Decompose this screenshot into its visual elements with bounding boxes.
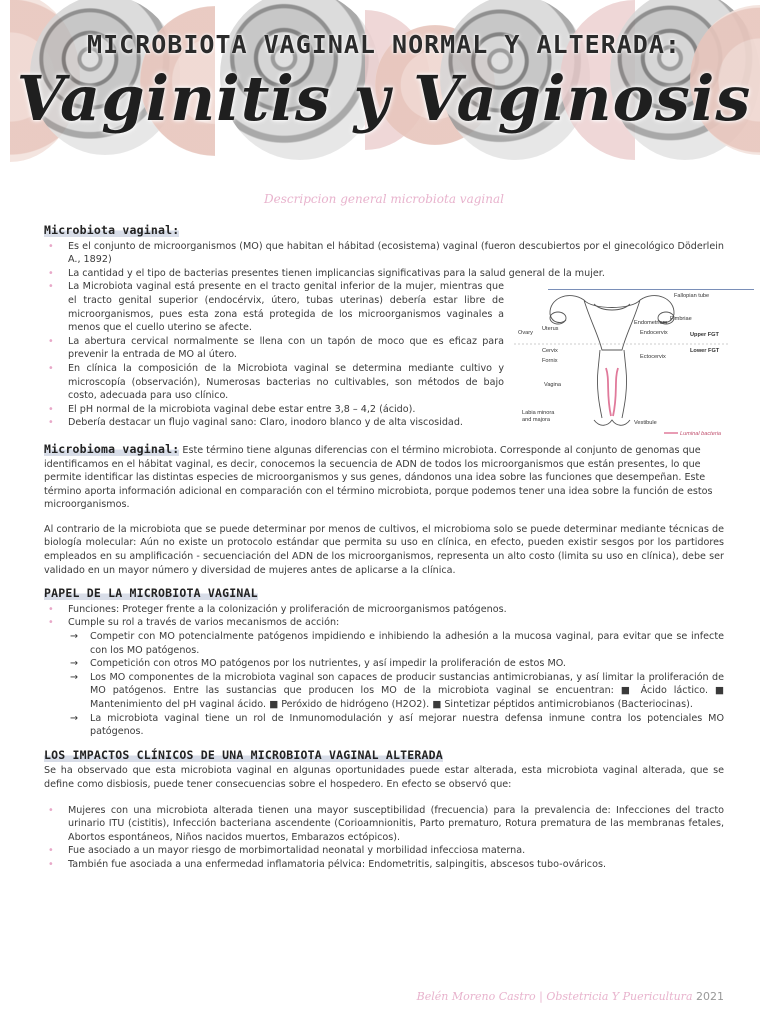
list-item: • También fue asociada a una enfermedad inflamatoria pélvica: Endometritis, salpingitis, abscesos tubo-ováricos. <box>44 858 724 872</box>
arrow-list <box>44 630 724 739</box>
section-heading: LOS IMPACTOS CLÍNICOS DE UNA MICROBIOTA VAGINAL ALTERADA <box>44 747 443 762</box>
list-item: • Funciones: Proteger frente a la colonización y proliferación de microorganismos patógenos. <box>44 603 724 617</box>
anatomy-diagram <box>514 290 728 438</box>
label-fornix: Fornix <box>542 358 558 364</box>
page-subtitle: Descripcion general microbiota vaginal <box>264 192 504 206</box>
footer-year: 2021 <box>696 990 724 1003</box>
header-title-top: MICROBIOTA VAGINAL NORMAL Y ALTERADA: <box>87 30 681 59</box>
list-item: • Es el conjunto de microorganismos (MO) que habitan el hábitad (ecosistema) vaginal (fueron descubiertos por el ginecológico Döderlein A., 1892) <box>44 240 724 267</box>
label-vagina: Vagina <box>544 382 562 388</box>
label-uterus: Uterus <box>542 326 559 332</box>
list-item: • Fue asociado a un mayor riesgo de morbimortalidad neonatal y morbilidad infecciosa materna. <box>44 844 724 858</box>
list-item: → Competir con MO potencialmente patógenos impidiendo e inhibiendo la adhesión a la mucosa vaginal, para evitar que se infecte con los MO patógenos. <box>44 630 724 657</box>
list-item: • La Microbiota vaginal está presente en el tracto genital inferior de la mujer, mientras que el tracto genital superior (endocérvix, útero, tubas uterinas) debería estar libre de microorganismos, pues esta zona está protegida de los microorganismos vaginales a menos que el cuello uterino se afecte. <box>44 280 504 334</box>
endometrium <box>594 304 630 310</box>
bullet-list <box>44 240 724 281</box>
footer-author: Belén Moreno Castro | Obstetricia Y Puericultura <box>416 990 693 1003</box>
label-endometrium: Endometrium <box>634 320 668 326</box>
header-title-main: Vaginitis y Vaginosis <box>16 62 752 135</box>
paragraph-text: Este término tiene algunas diferencias con el término microbiota. Corresponde al conjunto de genomas que identificamos en el hábitat vaginal, es decir, conocemos la secuencia de ADN de todos los microorganismos que están presentes, lo que permite identificar las distintas especies de microorganismos y sus genes, dándonos una idea sobre las funciones que desempeñan. Este término aporta información adicional en comparación con el término microbiota, porque podemos tener una idea sobre la función de estos microorganismos. <box>44 444 713 511</box>
luminal-bacteria-mark <box>606 368 618 416</box>
labia <box>594 420 630 425</box>
list-item: • El pH normal de la microbiota vaginal debe estar entre 3,8 – 4,2 (ácido). <box>44 403 504 417</box>
list-item: → La microbiota vaginal tiene un rol de Inmunomodulación y así mejorar nuestra defensa inmune contra los potenciales MO patógenos. <box>44 712 724 739</box>
label-luminal: Luminal bacteria <box>680 431 722 437</box>
label-endocervix: Endocervix <box>640 330 668 336</box>
uterus <box>584 300 640 350</box>
bullet-list <box>44 603 724 630</box>
label-labia: Labia minora <box>522 410 555 416</box>
section-impactos <box>44 749 724 872</box>
section-heading: Microbioma vaginal: <box>44 441 180 456</box>
label-labia-2: and majora <box>522 417 550 423</box>
list-item: • Debería destacar un flujo vaginal sano: Claro, inodoro blanco y de alta viscosidad. <box>44 416 504 430</box>
vagina-walls <box>597 350 626 418</box>
list-item: • Mujeres con una microbiota alterada tienen una mayor susceptibilidad (frecuencia) para la prevalencia de: Infecciones del tracto urinario ITU (cistitis), Infección bacteriana ascendente (Corioamnionitis, Parto prematuro, Rotura prematura de las membranas fetales, Abortos espontáneos, Niños nacidos muertos, Embarazos ectópicos). <box>44 804 724 845</box>
fallopian-right <box>640 296 674 323</box>
section-papel <box>44 587 724 739</box>
content <box>44 222 724 872</box>
section-heading: PAPEL DE LA MICROBIOTA VAGINAL <box>44 586 258 601</box>
header-banner <box>0 0 768 168</box>
list-item: → Competición con otros MO patógenos por los nutrientes, y así impedir la proliferación de estos MO. <box>44 657 724 671</box>
list-item: • En clínica la composición de la Microbiota vaginal se determina mediante cultivo y microscopía (observación), Numerosas bacterias no cultivables, son métodos de bajo costo, adecuada para uso clínico. <box>44 362 504 403</box>
page-footer <box>417 990 724 1003</box>
list-item: • La abertura cervical normalmente se llena con un tapón de moco que es eficaz para prevenir la entrada de MO al útero. <box>44 335 504 362</box>
label-lower-fgt: Lower FGT <box>690 348 720 354</box>
list-item: • Cumple su rol a través de varios mecanismos de acción: <box>44 616 724 630</box>
paragraph: Se ha observado que esta microbiota vaginal en algunas oportunidades puede estar alterada, esta microbiota vaginal alterada, que se define como disbiosis, puede tener consecuencias sobre el hospedero. En efecto se observó que: <box>44 765 724 790</box>
list-item: • La cantidad y el tipo de bacterias presentes tienen implicancias significativas para la salud general de la mujer. <box>44 267 724 281</box>
paragraph: Al contrario de la microbiota que se puede determinar por menos de cultivos, el microbioma solo se puede determinar mediante técnicas de biología molecular: Aún no existe un protocolo estándar que permita su uso en clínica, en efecto, pueden existir sesgos por los partidores empleados en su amplificación - secuenciación del ADN de los microorganismos, representa un alto costo (limita su uso en clínica), debe ser validado en un mayor número y diversidad de mujeres antes de aplicarse a la clínica. <box>44 523 724 576</box>
section-microbiota <box>44 223 724 437</box>
label-cervix: Cervix <box>542 348 558 354</box>
bullet-list <box>44 804 724 872</box>
list-item: → Los MO componentes de la microbiota vaginal son capaces de producir sustancias antimicrobianas, y así limitar la proliferación de MO patógenos. Entre las sustancias que producen los MO de la microbiota vaginal se encuentran: ■ Ácido láctico. ■ Mantenimiento del pH vaginal ácido. ■ Peróxido de hidrógeno (H2O2). ■ Sintetizar péptidos antimicrobianos (Bacteriocinas). <box>44 671 724 712</box>
fallopian-left <box>550 296 584 323</box>
label-vestibule: Vestibule <box>634 420 657 426</box>
label-ovary: Ovary <box>518 330 533 336</box>
section-heading: Microbiota vaginal: <box>44 223 180 237</box>
label-upper-fgt: Upper FGT <box>690 332 719 338</box>
label-fimbriae: Fimbriae <box>670 316 692 322</box>
section-microbioma <box>44 443 724 577</box>
label-ectocervix: Ectocervix <box>640 354 666 360</box>
label-fallopian: Fallopian tube <box>674 293 710 299</box>
